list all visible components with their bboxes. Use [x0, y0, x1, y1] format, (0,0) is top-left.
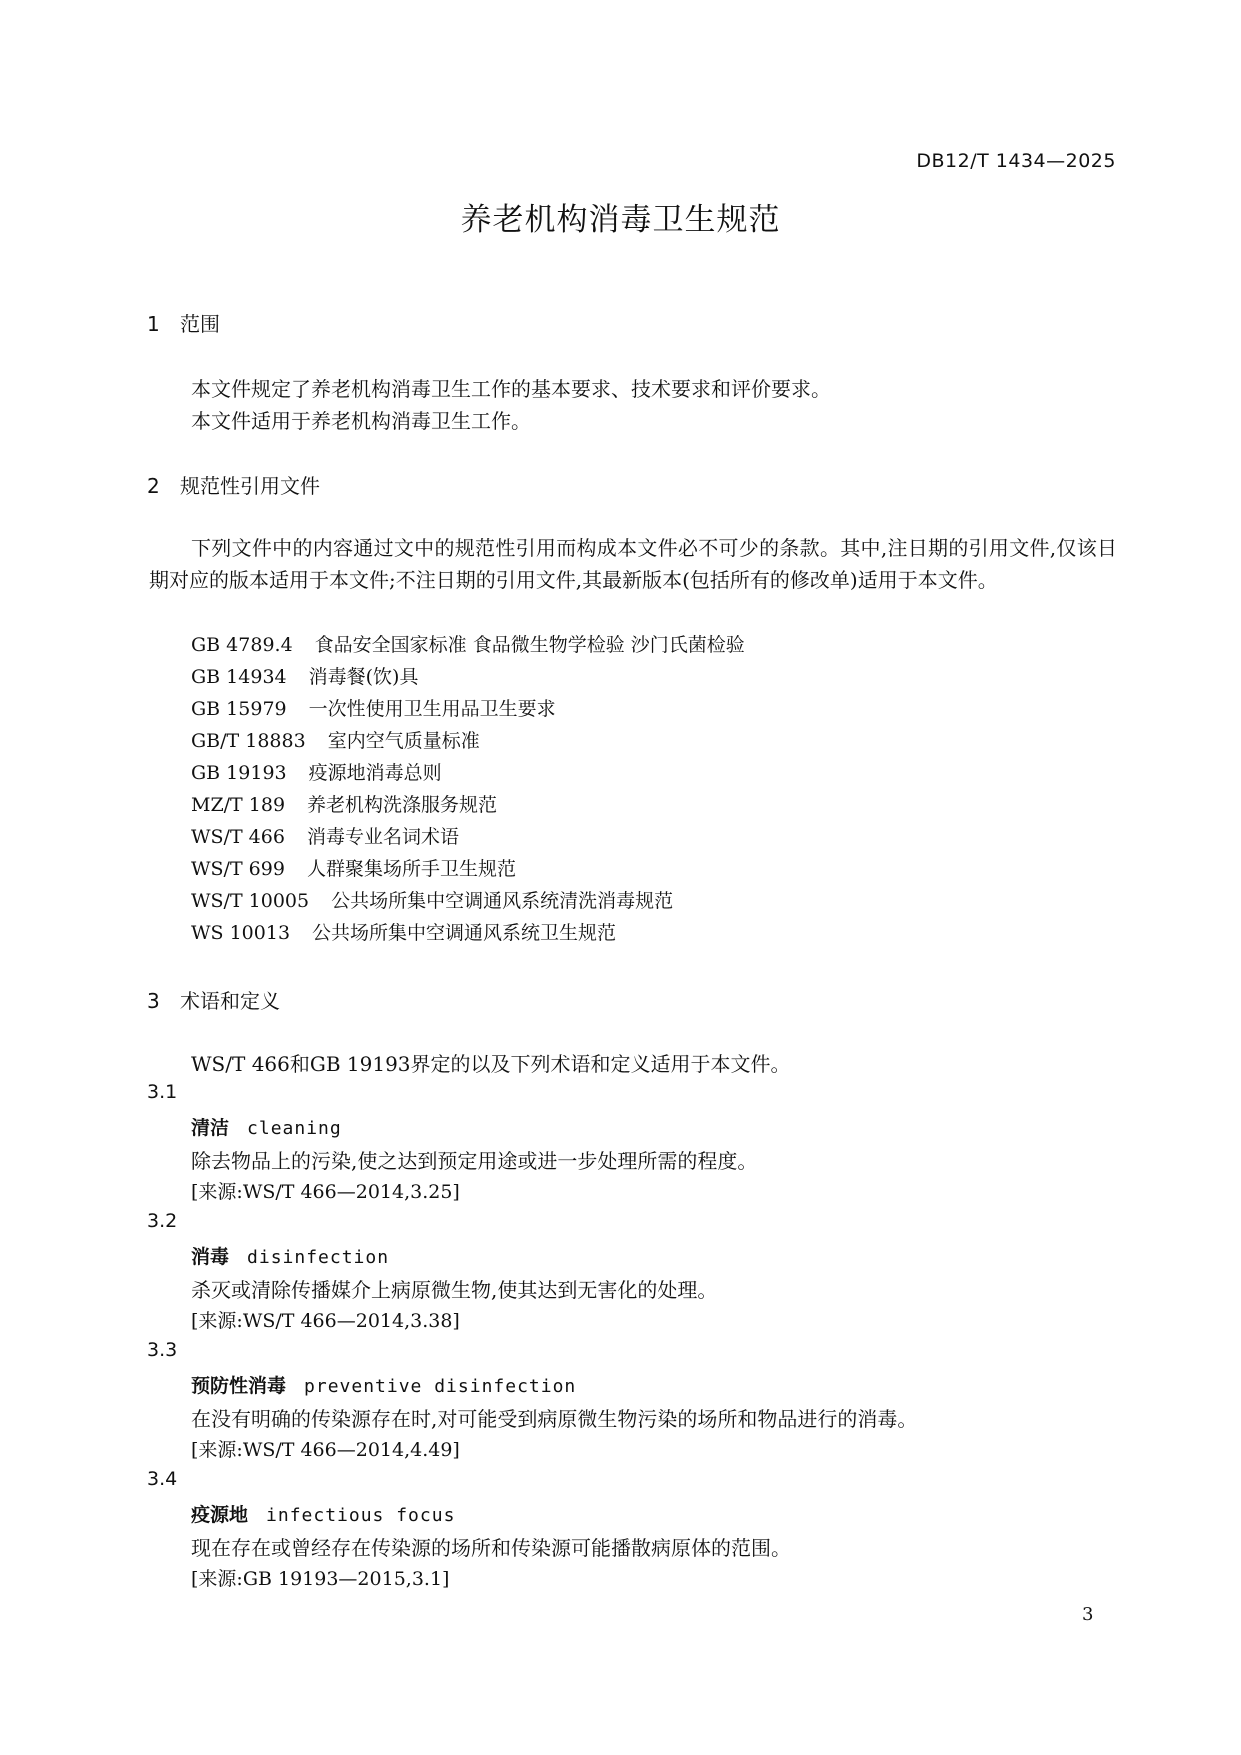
page-title: 养老机构消毒卫生规范 [460, 202, 781, 238]
section-title: 术语和定义 [180, 989, 280, 1013]
clause-number: 3.2 [147, 1210, 178, 1232]
clause-number: 3.1 [147, 1081, 178, 1103]
reference-code: WS/T 699 [191, 858, 285, 880]
references-intro-paragraph: 下列文件中的内容通过文中的规范性引用而构成本文件必不可少的条款。其中,注日期的引用文件,仅该日期对应的版本适用于本文件;不注日期的引用文件,其最新版本(包括所有的修改单)适用于本文件。 [149, 536, 1117, 592]
reference-title: 疫源地消毒总则 [308, 762, 442, 784]
reference-code: GB 19193 [191, 762, 287, 784]
reference-item [191, 694, 556, 721]
term-definition: 在没有明确的传染源存在时,对可能受到病原微生物污染的场所和物品进行的消毒。 [191, 1407, 918, 1431]
reference-code: WS 10013 [191, 922, 291, 944]
reference-item [191, 918, 616, 945]
section-number: 1 [147, 312, 160, 336]
reference-item [191, 822, 459, 849]
reference-item [191, 726, 480, 753]
reference-code: GB 15979 [191, 698, 287, 720]
reference-item [191, 662, 418, 689]
reference-title: 养老机构洗涤服务规范 [307, 794, 498, 816]
term-entry [191, 1242, 389, 1269]
reference-code: WS/T 466 [191, 826, 285, 848]
reference-title: 一次性使用卫生用品卫生要求 [308, 698, 556, 720]
terms-intro-paragraph: WS/T 466和GB 19193界定的以及下列术语和定义适用于本文件。 [191, 1052, 791, 1076]
page-number: 3 [1082, 1604, 1094, 1625]
reference-title: 消毒餐(饮)具 [308, 666, 419, 688]
term-source: [来源:WS/T 466—2014,4.49] [191, 1439, 460, 1461]
term-english: preventive disinfection [304, 1376, 577, 1397]
term-source: [来源:WS/T 466—2014,3.38] [191, 1310, 460, 1332]
reference-title: 公共场所集中空调通风系统卫生规范 [312, 922, 617, 944]
section-heading-normative-references [147, 470, 320, 499]
term-source: [来源:GB 19193—2015,3.1] [191, 1568, 450, 1590]
term-source: [来源:WS/T 466—2014,3.25] [191, 1181, 460, 1203]
term-entry [191, 1371, 576, 1398]
term-chinese: 消毒 [191, 1246, 230, 1268]
reference-item [191, 886, 673, 913]
term-definition: 除去物品上的污染,使之达到预定用途或进一步处理所需的程度。 [191, 1149, 758, 1173]
term-chinese: 疫源地 [191, 1504, 249, 1526]
clause-number: 3.4 [147, 1468, 178, 1490]
reference-code: WS/T 10005 [191, 890, 310, 912]
scope-paragraph: 本文件适用于养老机构消毒卫生工作。 [191, 409, 531, 433]
term-english: disinfection [247, 1247, 390, 1268]
reference-title: 室内空气质量标准 [327, 730, 480, 752]
reference-item [191, 630, 745, 657]
section-title: 规范性引用文件 [180, 474, 320, 498]
section-number: 2 [147, 474, 160, 498]
reference-title: 食品安全国家标准 食品微生物学检验 沙门氏菌检验 [314, 634, 745, 656]
term-entry [191, 1113, 342, 1140]
term-english: infectious focus [266, 1505, 456, 1526]
section-number: 3 [147, 989, 160, 1013]
reference-code: MZ/T 189 [191, 794, 286, 816]
reference-title: 消毒专业名词术语 [306, 826, 459, 848]
scope-paragraph: 本文件规定了养老机构消毒卫生工作的基本要求、技术要求和评价要求。 [191, 377, 831, 401]
reference-title: 人群聚集场所手卫生规范 [306, 858, 516, 880]
term-entry [191, 1500, 455, 1527]
term-definition: 现在存在或曾经存在传染源的场所和传染源可能播散病原体的范围。 [191, 1536, 791, 1560]
reference-code: GB/T 18883 [191, 730, 306, 752]
section-heading-terms [147, 985, 280, 1014]
term-english: cleaning [247, 1118, 342, 1139]
reference-item [191, 854, 516, 881]
reference-code: GB 4789.4 [191, 634, 293, 656]
term-definition: 杀灭或清除传播媒介上病原微生物,使其达到无害化的处理。 [191, 1278, 718, 1302]
reference-item [191, 758, 442, 785]
reference-item [191, 790, 497, 817]
section-title: 范围 [180, 312, 220, 336]
document-code: DB12/T 1434—2025 [916, 150, 1116, 172]
section-heading-scope [147, 308, 220, 337]
reference-title: 公共场所集中空调通风系统清洗消毒规范 [331, 890, 674, 912]
clause-number: 3.3 [147, 1339, 178, 1361]
reference-code: GB 14934 [191, 666, 287, 688]
term-chinese: 清洁 [191, 1117, 230, 1139]
term-chinese: 预防性消毒 [191, 1375, 287, 1397]
